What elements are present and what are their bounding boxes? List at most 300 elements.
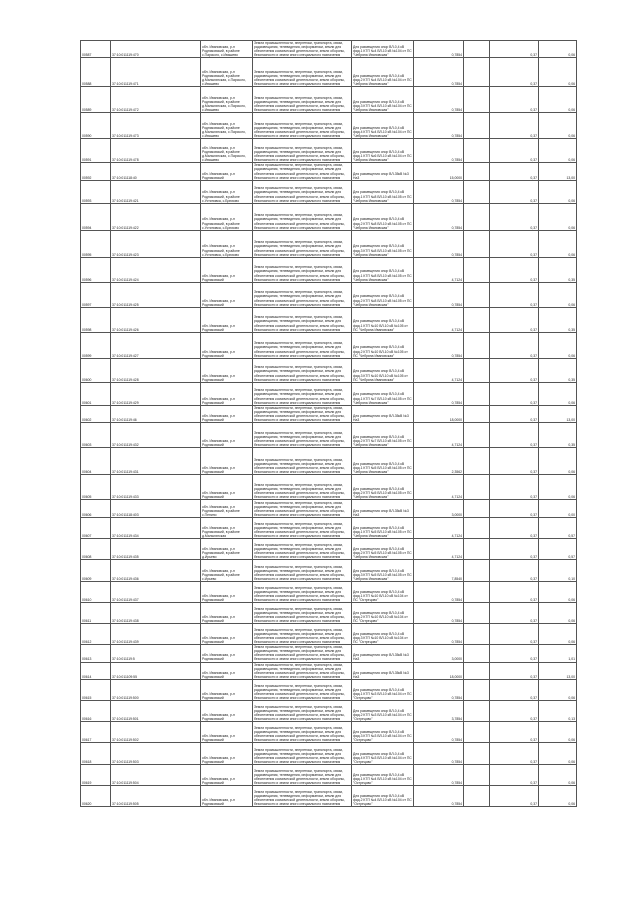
land-category: Земли промышленности, энергетики, транспорта, связи, радиовещания, телевидения, информатики, земли для обеспечения космической деятельности, земли обороны, безопасности и земли иного специального назначения xyxy=(253,282,352,307)
tax-amount: 0,06 xyxy=(539,603,577,624)
cadastral-number: 37:10:011118:403 xyxy=(111,500,201,518)
permitted-use: Для размещения опор ВЛ-0,4 кВ фид.2 КТП №5 ВЛ-10 кВ №105 от ПС "Чебряна Ивановская" xyxy=(352,539,414,560)
row-id: 00620 xyxy=(81,785,111,806)
tax-rate: 0,37 xyxy=(490,139,539,163)
tax-amount: 0,06 xyxy=(539,203,577,230)
tax-rate: 0,37 xyxy=(490,700,539,721)
tax-amount: 0,06 xyxy=(539,87,577,113)
permitted-use: Для размещения опор ВЛ-35кВ №3 На3 xyxy=(352,645,414,662)
land-category: Земли промышленности, энергетики, транспорта, связи, радиовещания, телевидения, информатики, земли для обеспечения космической деятельности, земли обороны, безопасности и земли иного специального назначения xyxy=(253,358,352,382)
row-id: 00595 xyxy=(81,230,111,257)
cadastral-number: 37:10:011119:470 xyxy=(111,41,201,58)
land-category: Земли промышленности, энергетики, транспорта, связи, радиовещания, телевидения, информатики, земли для обеспечения космической деятельности, земли обороны, безопасности и земли иного специального назначения xyxy=(253,382,352,405)
table-row xyxy=(81,700,577,721)
permitted-use: Для размещения опор ВЛ-0,4 кВ фид.2 КТП №10 ВЛ-10 кВ №105 от ПС "Чебряна Ивановская" xyxy=(352,332,414,358)
area: 0,7854 xyxy=(414,582,464,603)
area: 0,7854 xyxy=(414,742,464,764)
tax-amount: 0,06 xyxy=(539,582,577,603)
address: обл. Ивановская, р-н Родниковский xyxy=(201,624,253,645)
empty-cell xyxy=(464,518,490,539)
area: 0,7854 xyxy=(414,764,464,785)
address: обл. Ивановская, р-н Родниковский xyxy=(201,785,253,806)
tax-rate: 0,37 xyxy=(490,180,539,203)
address: обл. Ивановская, р-н Родниковский, в районе с.Устиновка, с.Брюхово xyxy=(201,203,253,230)
empty-cell xyxy=(464,785,490,806)
land-category: Земли промышленности, энергетики, транспорта, связи, радиовещания, телевидения, информатики, земли для обеспечения космической деятельности, земли обороны, безопасности и земли иного специального назначения xyxy=(253,721,352,742)
tax-amount: 0,57 xyxy=(539,539,577,560)
table-row xyxy=(81,785,577,806)
tax-rate: 0,37 xyxy=(490,645,539,662)
row-id: 00590 xyxy=(81,113,111,139)
tax-amount: 0,35 xyxy=(539,257,577,282)
empty-cell xyxy=(464,41,490,58)
table-row xyxy=(81,87,577,113)
tax-rate: 0,37 xyxy=(490,662,539,679)
area: 0,7854 xyxy=(414,58,464,87)
tax-rate: 0,37 xyxy=(490,163,539,180)
tax-rate: 0,37 xyxy=(490,405,539,422)
address: обл. Ивановская, р-н Родниковский, в районе с.Устиновка, с.Брюхово xyxy=(201,230,253,257)
empty-cell xyxy=(464,679,490,700)
empty-cell xyxy=(464,382,490,405)
permitted-use: Для размещения опор ВЛ-0,4 кВ фид.4 КТП №4 ВЛ-10 кВ №104 от ПС "Чебряна Ивановская" xyxy=(352,113,414,139)
empty-cell xyxy=(464,282,490,307)
area: 0,7854 xyxy=(414,382,464,405)
cadastral-number: 37:10:011119:505 xyxy=(111,785,201,806)
table-row xyxy=(81,624,577,645)
area: 3,0000 xyxy=(414,645,464,662)
empty-cell xyxy=(464,139,490,163)
permitted-use: Для размещения опор ВЛ-35кВ №3 На3 xyxy=(352,662,414,679)
permitted-use: Для размещения опор ВЛ-0,4 кВ фид.1 КТП №8 ВЛ-10 кВ №105 от ПС "Чебряна Ивановская" xyxy=(352,180,414,203)
tax-amount: 0,35 xyxy=(539,423,577,448)
row-id: 00587 xyxy=(81,41,111,58)
land-category: Земли промышленности, энергетики, транспорта, связи, радиовещания, телевидения, информатики, земли для обеспечения космической деятельности, земли обороны, безопасности и земли иного специального назначения xyxy=(253,500,352,518)
empty-cell xyxy=(464,742,490,764)
row-id: 00614 xyxy=(81,662,111,679)
area: 15,0000 xyxy=(414,163,464,180)
row-id: 00617 xyxy=(81,721,111,742)
address: обл. Ивановская, р-н Родниковский, в районе д.Ирьево xyxy=(201,539,253,560)
permitted-use: Для размещения опор ВЛ-0,4 кВ фид.1 КТП №3 ВЛ-10 кВ №104 от ПС "Острецово" xyxy=(352,679,414,700)
row-id: 00608 xyxy=(81,539,111,560)
land-category: Земли промышленности, энергетики, транспорта, связи, радиовещания, телевидения, информатики, земли для обеспечения космической деятельности, земли обороны, безопасности и земли иного специального назначения xyxy=(253,742,352,764)
tax-amount: 0,06 xyxy=(539,785,577,806)
address: обл. Ивановская, р-н Родниковский xyxy=(201,475,253,500)
tax-rate: 0,37 xyxy=(490,358,539,382)
tax-rate: 0,37 xyxy=(490,257,539,282)
land-category: Земли промышленности, энергетики, транспорта, связи, радиовещания, телевидения, информатики, земли для обеспечения космической деятельности, земли обороны, безопасности и земли иного специального назначения xyxy=(253,307,352,332)
empty-cell xyxy=(464,203,490,230)
table-row xyxy=(81,560,577,582)
table-row xyxy=(81,257,577,282)
row-id: 00603 xyxy=(81,423,111,448)
tax-amount: 0,06 xyxy=(539,624,577,645)
area: 3,7854 xyxy=(414,700,464,721)
address: обл. Ивановская, р-н Родниковский xyxy=(201,257,253,282)
tax-amount: 13,00 xyxy=(539,662,577,679)
tax-amount: 0,06 xyxy=(539,448,577,475)
cadastral-number: 37:10:011119:434 xyxy=(111,518,201,539)
address: обл. Ивановская, р-н Родниковский xyxy=(201,358,253,382)
permitted-use: Для размещения опор ВЛ-0,4 кВ фид.2 КТП №3 ВЛ-10 кВ №104 от ПС "Острецово" xyxy=(352,700,414,721)
row-id: 00606 xyxy=(81,500,111,518)
row-id: 00599 xyxy=(81,332,111,358)
tax-rate: 0,37 xyxy=(490,785,539,806)
cadastral-number: 37:10:011119:423 xyxy=(111,230,201,257)
table-row xyxy=(81,721,577,742)
empty-cell xyxy=(464,603,490,624)
address: обл. Ивановская, р-н Родниковский, в районе д.Малыгинская, с.Парского, с.Ивашево xyxy=(201,139,253,163)
empty-cell xyxy=(464,582,490,603)
cadastral-number: 37:10:011119:425 xyxy=(111,282,201,307)
tax-rate: 0,37 xyxy=(490,332,539,358)
cadastral-number: 37:10:011119:429 xyxy=(111,382,201,405)
tax-rate: 0,37 xyxy=(490,423,539,448)
tax-rate: 0,37 xyxy=(490,539,539,560)
tax-amount: 0,00 xyxy=(539,500,577,518)
table-row xyxy=(81,500,577,518)
row-id: 00604 xyxy=(81,448,111,475)
address: обл. Ивановская, р-н Родниковский, в районе с.Устиновка, с.Брюхово xyxy=(201,180,253,203)
area: 0,7854 xyxy=(414,139,464,163)
land-category: Земли промышленности, энергетики, транспорта, связи, радиовещания, телевидения, информатики, земли для обеспечения космической деятельности, земли обороны, безопасности и земли иного специального назначения xyxy=(253,332,352,358)
land-category: Земли промышленности, энергетики, транспорта, связи, радиовещания, телевидения, информатики, земли для обеспечения космической деятельности, земли обороны, безопасности и земли иного специального назначения xyxy=(253,448,352,475)
empty-cell xyxy=(464,475,490,500)
empty-cell xyxy=(464,500,490,518)
table-row xyxy=(81,742,577,764)
empty-cell xyxy=(464,163,490,180)
address: обл. Ивановская, р-н Родниковский xyxy=(201,448,253,475)
area: 3,0000 xyxy=(414,500,464,518)
row-id: 00592 xyxy=(81,163,111,180)
address: обл. Ивановская, р-н Родниковский xyxy=(201,603,253,624)
permitted-use: Для размещения опор ВЛ-0,4 кВ фид.3 КТП №4 ВЛ-10 кВ №104 от ПС "Чебряна Ивановская" xyxy=(352,87,414,113)
tax-amount: 0,13 xyxy=(539,700,577,721)
tax-amount: 0,06 xyxy=(539,382,577,405)
area: 0,7854 xyxy=(414,203,464,230)
cadastral-number: 37:10:011119:5 xyxy=(111,645,201,662)
table-row xyxy=(81,163,577,180)
cadastral-number: 37:10:011119:438 xyxy=(111,603,201,624)
area: 0,7854 xyxy=(414,87,464,113)
permitted-use: Для размещения опор ВЛ-0,4 кВ фид.3 КТП №10 ВЛ-10 кВ №105 от ПС "Чебряна Ивановская" xyxy=(352,358,414,382)
row-id: 00616 xyxy=(81,700,111,721)
permitted-use: Для размещения опор ВЛ-0,4 кВ фид.2 КТП №8 ВЛ-10 кВ №105 от ПС "Чебряна Ивановская" xyxy=(352,203,414,230)
empty-cell xyxy=(464,180,490,203)
permitted-use: Для размещения опор ВЛ-0,4 кВ фид.2 КТП №5 ВЛ-10 кВ №105 от ПС "Чебряна Ивановская" xyxy=(352,475,414,500)
cadastral-number: 37:10:011119:421 xyxy=(111,180,201,203)
tax-amount: 0,06 xyxy=(539,475,577,500)
permitted-use: Для размещения опор ВЛ-0,4 кВ фид.1 КТП №4 ВЛ-10 кВ №104 от ПС "Острецово" xyxy=(352,764,414,785)
tax-amount: 0,06 xyxy=(539,282,577,307)
empty-cell xyxy=(464,58,490,87)
permitted-use: Для размещения опор ВЛ-0,4 кВ фид.1 КТП №7 ВЛ-10 кВ №105 от ПС "Чебряна Ивановская" xyxy=(352,382,414,405)
tax-amount: 0,06 xyxy=(539,721,577,742)
tax-amount: 0,06 xyxy=(539,113,577,139)
land-category: Земли промышленности, энергетики, транспорта, связи, радиовещания, телевидения, информатики, земли для обеспечения космической деятельности, земли обороны, безопасности и земли иного специального назначения xyxy=(253,582,352,603)
row-id: 00615 xyxy=(81,679,111,700)
table-row xyxy=(81,405,577,422)
table-row xyxy=(81,679,577,700)
land-category: Земли промышленности, энергетики, транспорта, связи, радиовещания, телевидения, информатики, земли для обеспечения космической деятельности, земли обороны, безопасности и земли иного специального назначения xyxy=(253,662,352,679)
empty-cell xyxy=(464,358,490,382)
land-category: Земли промышленности, энергетики, транспорта, связи, радиовещания, телевидения, информатики, земли для обеспечения космической деятельности, земли обороны, безопасности и земли иного специального назначения xyxy=(253,230,352,257)
empty-cell xyxy=(464,764,490,785)
permitted-use: Для размещения опор ВЛ-0,4 кВ фид.1 КТП №8 ВЛ-10 кВ №105 от ПС "Чебряна Ивановская" xyxy=(352,257,414,282)
tax-rate: 0,37 xyxy=(490,624,539,645)
tax-rate: 0,37 xyxy=(490,87,539,113)
area: 4,7124 xyxy=(414,358,464,382)
land-category: Земли промышленности, энергетики, транспорта, связи, радиовещания, телевидения, информатики, земли для обеспечения космической деятельности, земли обороны, безопасности и земли иного специального назначения xyxy=(253,180,352,203)
address: обл. Ивановская, р-н Родниковский xyxy=(201,405,253,422)
tax-rate: 0,37 xyxy=(490,282,539,307)
area: 0,7854 xyxy=(414,624,464,645)
address: обл. Ивановская, р-н Родниковский xyxy=(201,307,253,332)
cadastral-number: 37:10:011119:424 xyxy=(111,257,201,282)
tax-amount: 0,57 xyxy=(539,518,577,539)
empty-cell xyxy=(464,423,490,448)
tax-rate: 0,37 xyxy=(490,742,539,764)
empty-cell xyxy=(464,560,490,582)
address: обл. Ивановская, р-н Родниковский, в районе с.Пенино xyxy=(201,500,253,518)
cadastral-number: 37:10:011119:471 xyxy=(111,58,201,87)
area: 18,0000 xyxy=(414,405,464,422)
area: 0,7854 xyxy=(414,41,464,58)
cadastral-number: 37:10:011119:426 xyxy=(111,307,201,332)
permitted-use: Для размещения опор ВЛ-0,4 кВ фид.1 КТП №10 ВЛ-10 кВ №104 от ПС "Острецово" xyxy=(352,582,414,603)
area: 0,7854 xyxy=(414,180,464,203)
address: обл. Ивановская, р-н Родниковский, в районе д.Малыгинская, с.Парского, с.Ивашево xyxy=(201,113,253,139)
row-id: 00619 xyxy=(81,764,111,785)
tax-rate: 0,37 xyxy=(490,230,539,257)
permitted-use: Для размещения опор ВЛ-35кВ №3 На3 xyxy=(352,500,414,518)
row-id: 00612 xyxy=(81,624,111,645)
tax-rate: 0,37 xyxy=(490,113,539,139)
table-row xyxy=(81,113,577,139)
address: обл. Ивановская, р-н Родниковский xyxy=(201,721,253,742)
area: 0,7854 xyxy=(414,282,464,307)
address: обл. Ивановская, р-н Родниковский, в районе д.Малыгинская xyxy=(201,518,253,539)
tax-amount: 0,06 xyxy=(539,332,577,358)
permitted-use: Для размещения опор ВЛ-0,4 кВ фид.2 КТП №4 ВЛ-10 кВ №104 от ПС "Острецово" xyxy=(352,785,414,806)
address: обл. Ивановская, р-н Родниковский, в районе с.Ирьево xyxy=(201,560,253,582)
land-category: Земли промышленности, энергетики, транспорта, связи, радиовещания, телевидения, информатики, земли для обеспечения космической деятельности, земли обороны, безопасности и земли иного специального назначения xyxy=(253,203,352,230)
land-category: Земли промышленности, энергетики, транспорта, связи, радиовещания, телевидения, информатики, земли для обеспечения космической деятельности, земли обороны, безопасности и земли иного специального назначения xyxy=(253,58,352,87)
cadastral-number: 37:10:011119:437 xyxy=(111,582,201,603)
land-category: Земли промышленности, энергетики, транспорта, связи, радиовещания, телевидения, информатики, земли для обеспечения космической деятельности, земли обороны, безопасности и земли иного специального назначения xyxy=(253,257,352,282)
address: обл. Ивановская, р-н Родниковский xyxy=(201,662,253,679)
table-row xyxy=(81,423,577,448)
permitted-use: Для размещения опор ВЛ-0,4 кВ фид.4 КТП №3 ВЛ-10 кВ №104 от ПС "Острецово" xyxy=(352,742,414,764)
address: обл. Ивановская, р-н Родниковский xyxy=(201,742,253,764)
area: 4,7124 xyxy=(414,423,464,448)
land-plot-table xyxy=(80,40,577,807)
empty-cell xyxy=(464,662,490,679)
tax-amount: 0,35 xyxy=(539,358,577,382)
empty-cell xyxy=(464,405,490,422)
cadastral-number: 37:10:011118:40 xyxy=(111,163,201,180)
address: обл. Ивановская, р-н Родниковский xyxy=(201,332,253,358)
row-id: 00589 xyxy=(81,87,111,113)
tax-amount: 0,06 xyxy=(539,742,577,764)
row-id: 00618 xyxy=(81,742,111,764)
land-category: Земли промышленности, энергетики, транспорта, связи, радиовещания, телевидения, информатики, земли для обеспечения космической деятельности, земли обороны, безопасности и земли иного специального назначения xyxy=(253,475,352,500)
area: 4,7124 xyxy=(414,307,464,332)
table-row xyxy=(81,139,577,163)
address: обл. Ивановская, р-н Родниковский xyxy=(201,700,253,721)
tax-amount: 0,10 xyxy=(539,560,577,582)
table-row xyxy=(81,448,577,475)
cadastral-number: 37:10:011119:428 xyxy=(111,358,201,382)
empty-cell xyxy=(464,700,490,721)
tax-amount: 0,06 xyxy=(539,58,577,87)
cadastral-number: 37:10:011119:432 xyxy=(111,423,201,448)
tax-amount: 1,01 xyxy=(539,645,577,662)
permitted-use: Для размещения опор ВЛ-0,4 кВ фид.2 КТП №4 ВЛ-10 кВ №104 от ПС "Чебряна Ивановская" xyxy=(352,58,414,87)
table-row xyxy=(81,582,577,603)
address: обл. Ивановская, р-н Родниковский xyxy=(201,163,253,180)
land-category: Земли промышленности, энергетики, транспорта, связи, радиовещания, телевидения, информатики, земли для обеспечения космической деятельности, земли обороны, безопасности и земли иного специального назначения xyxy=(253,764,352,785)
tax-rate: 0,37 xyxy=(490,560,539,582)
area: 4,7124 xyxy=(414,475,464,500)
tax-amount: 0,35 xyxy=(539,307,577,332)
cadastral-number: 37:10:011119:502 xyxy=(111,721,201,742)
tax-rate: 0,37 xyxy=(490,764,539,785)
area: 0,7854 xyxy=(414,113,464,139)
tax-rate: 0,37 xyxy=(490,41,539,58)
permitted-use: Для размещения опор ВЛ-0,4 кВ фид.1 КТП №6 ВЛ-10 кВ №104 от ПС "Чебряна Ивановская" xyxy=(352,139,414,163)
table-row xyxy=(81,539,577,560)
row-id: 00601 xyxy=(81,382,111,405)
cadastral-number: 37:10:011119:504 xyxy=(111,764,201,785)
empty-cell xyxy=(464,113,490,139)
tax-rate: 0,37 xyxy=(490,603,539,624)
empty-cell xyxy=(464,645,490,662)
tax-amount: 0,06 xyxy=(539,139,577,163)
empty-cell xyxy=(464,307,490,332)
table-row xyxy=(81,764,577,785)
land-category: Земли промышленности, энергетики, транспорта, связи, радиовещания, телевидения, информатики, земли для обеспечения космической деятельности, земли обороны, безопасности и земли иного специального назначения xyxy=(253,603,352,624)
row-id: 00610 xyxy=(81,582,111,603)
empty-cell xyxy=(464,539,490,560)
tax-rate: 0,37 xyxy=(490,721,539,742)
table-row xyxy=(81,382,577,405)
address: обл. Ивановская, р-н Родниковский xyxy=(201,764,253,785)
permitted-use: Для размещения опор ВЛ-0,4 кВ фид.3 КТП №10 ВЛ-10 кВ №104 от ПС "Острецово" xyxy=(352,624,414,645)
cadastral-number: 37:10:011119:427 xyxy=(111,332,201,358)
permitted-use: Для размещения опор ВЛ-0,4 кВ фид.1 КТП №5 ВЛ-10 кВ №105 от ПС "Чебряна Ивановская" xyxy=(352,448,414,475)
table-row xyxy=(81,180,577,203)
address: обл. Ивановская, р-н Родниковский xyxy=(201,679,253,700)
permitted-use: Для размещения опор ВЛ-35кВ №3 На3 xyxy=(352,163,414,180)
land-category: Земли промышленности, энергетики, транспорта, связи, радиовещания, телевидения, информатики, земли для обеспечения космической деятельности, земли обороны, безопасности и земли иного специального назначения xyxy=(253,539,352,560)
table-row xyxy=(81,41,577,58)
row-id: 00613 xyxy=(81,645,111,662)
empty-cell xyxy=(464,257,490,282)
cadastral-number: 37:10:011119:501 xyxy=(111,700,201,721)
land-plot-register xyxy=(80,40,640,807)
empty-cell xyxy=(464,87,490,113)
row-id: 00588 xyxy=(81,58,111,87)
row-id: 00609 xyxy=(81,560,111,582)
area: 0,7854 xyxy=(414,230,464,257)
tax-amount: 0,06 xyxy=(539,230,577,257)
cadastral-number: 37:10:011119:500 xyxy=(111,679,201,700)
cadastral-number: 37:10:011119:433 xyxy=(111,475,201,500)
tax-rate: 0,37 xyxy=(490,58,539,87)
cadastral-number: 37:10:011119:46 xyxy=(111,405,201,422)
land-category: Земли промышленности, энергетики, транспорта, связи, радиовещания, телевидения, информатики, земли для обеспечения космической деятельности, земли обороны, безопасности и земли иного специального назначения xyxy=(253,405,352,422)
land-category: Земли промышленности, энергетики, транспорта, связи, радиовещания, телевидения, информатики, земли для обеспечения космической деятельности, земли обороны, безопасности и земли иного специального назначения xyxy=(253,41,352,58)
cadastral-number: 37:10:011119:472 xyxy=(111,87,201,113)
permitted-use: Для размещения опор ВЛ-0,4 кВ фид.2 КТП №8 ВЛ-10 кВ №105 от ПС "Чебряна Ивановская" xyxy=(352,282,414,307)
area: 0,7854 xyxy=(414,721,464,742)
permitted-use: Для размещения опор ВЛ-0,4 кВ фид.2 КТП №7 ВЛ-10 кВ №105 от ПС "Чебряна Ивановская" xyxy=(352,423,414,448)
row-id: 00607 xyxy=(81,518,111,539)
area: 0,7854 xyxy=(414,603,464,624)
address: обл. Ивановская, р-н Родниковский xyxy=(201,282,253,307)
row-id: 00593 xyxy=(81,180,111,203)
permitted-use: Для размещения опор ВЛ-0,4 кВ фид.1 КТП №5 ВЛ-10 кВ №105 от ПС "Чебряна Ивановская" xyxy=(352,518,414,539)
permitted-use: Для размещения опор ВЛ-0,4 кВ фид.2 КТП №10 ВЛ-10 кВ №104 от ПС "Острецово" xyxy=(352,603,414,624)
address: обл. Ивановская, р-н Родниковский xyxy=(201,582,253,603)
empty-cell xyxy=(464,448,490,475)
cadastral-number: 37:10:011119:435 xyxy=(111,539,201,560)
address: обл. Ивановская, р-н Родниковский, в районе д.Малыгинская, с.Парского, с.Ивашево xyxy=(201,58,253,87)
area: 18,0000 xyxy=(414,662,464,679)
address: обл. Ивановская, р-н Родниковский, в районе с.Парского, с.Ивашево xyxy=(201,41,253,58)
tax-rate: 0,37 xyxy=(490,307,539,332)
tax-rate: 0,37 xyxy=(490,475,539,500)
land-category: Земли промышленности, энергетики, транспорта, связи, радиовещания, телевидения, информатики, земли для обеспечения космической деятельности, земли обороны, безопасности и земли иного специального назначения xyxy=(253,163,352,180)
area: 0,7854 xyxy=(414,332,464,358)
row-id: 00605 xyxy=(81,475,111,500)
table-row xyxy=(81,662,577,679)
address: обл. Ивановская, р-н Родниковский, в районе д.Малыгинская, с.Парского, с.Ивашево xyxy=(201,87,253,113)
land-category: Земли промышленности, энергетики, транспорта, связи, радиовещания, телевидения, информатики, земли для обеспечения космической деятельности, земли обороны, безопасности и земли иного специального назначения xyxy=(253,785,352,806)
land-category: Земли промышленности, энергетики, транспорта, связи, радиовещания, телевидения, информатики, земли для обеспечения космической деятельности, земли обороны, безопасности и земли иного специального назначения xyxy=(253,700,352,721)
table-row xyxy=(81,307,577,332)
land-category: Земли промышленности, энергетики, транспорта, связи, радиовещания, телевидения, информатики, земли для обеспечения космической деятельности, земли обороны, безопасности и земли иного специального назначения xyxy=(253,423,352,448)
area: 0,7854 xyxy=(414,785,464,806)
table-row xyxy=(81,282,577,307)
empty-cell xyxy=(464,332,490,358)
row-id: 00597 xyxy=(81,282,111,307)
row-id: 00594 xyxy=(81,203,111,230)
cadastral-number: 37:10:011119:422 xyxy=(111,203,201,230)
tax-rate: 0,37 xyxy=(490,382,539,405)
tax-amount: 13,00 xyxy=(539,405,577,422)
row-id: 00611 xyxy=(81,603,111,624)
cadastral-number: 37:10:011119:436 xyxy=(111,560,201,582)
area: 4,7124 xyxy=(414,518,464,539)
row-id: 00598 xyxy=(81,307,111,332)
cadastral-number: 37:10:011119:503 xyxy=(111,742,201,764)
tax-amount: 0,06 xyxy=(539,180,577,203)
cadastral-number: 37:10:011119:478 xyxy=(111,139,201,163)
land-category: Земли промышленности, энергетики, транспорта, связи, радиовещания, телевидения, информатики, земли для обеспечения космической деятельности, земли обороны, безопасности и земли иного специального назначения xyxy=(253,87,352,113)
table-row xyxy=(81,358,577,382)
table-row xyxy=(81,603,577,624)
empty-cell xyxy=(464,721,490,742)
empty-cell xyxy=(464,230,490,257)
permitted-use: Для размещения опор ВЛ-0,4 кВ фид.3 КТП №8 ВЛ-10 кВ №105 от ПС "Чебряна Ивановская" xyxy=(352,230,414,257)
row-id: 00596 xyxy=(81,257,111,282)
tax-amount: 0,06 xyxy=(539,41,577,58)
row-id: 00591 xyxy=(81,139,111,163)
land-category: Земли промышленности, энергетики, транспорта, связи, радиовещания, телевидения, информатики, земли для обеспечения космической деятельности, земли обороны, безопасности и земли иного специального назначения xyxy=(253,113,352,139)
